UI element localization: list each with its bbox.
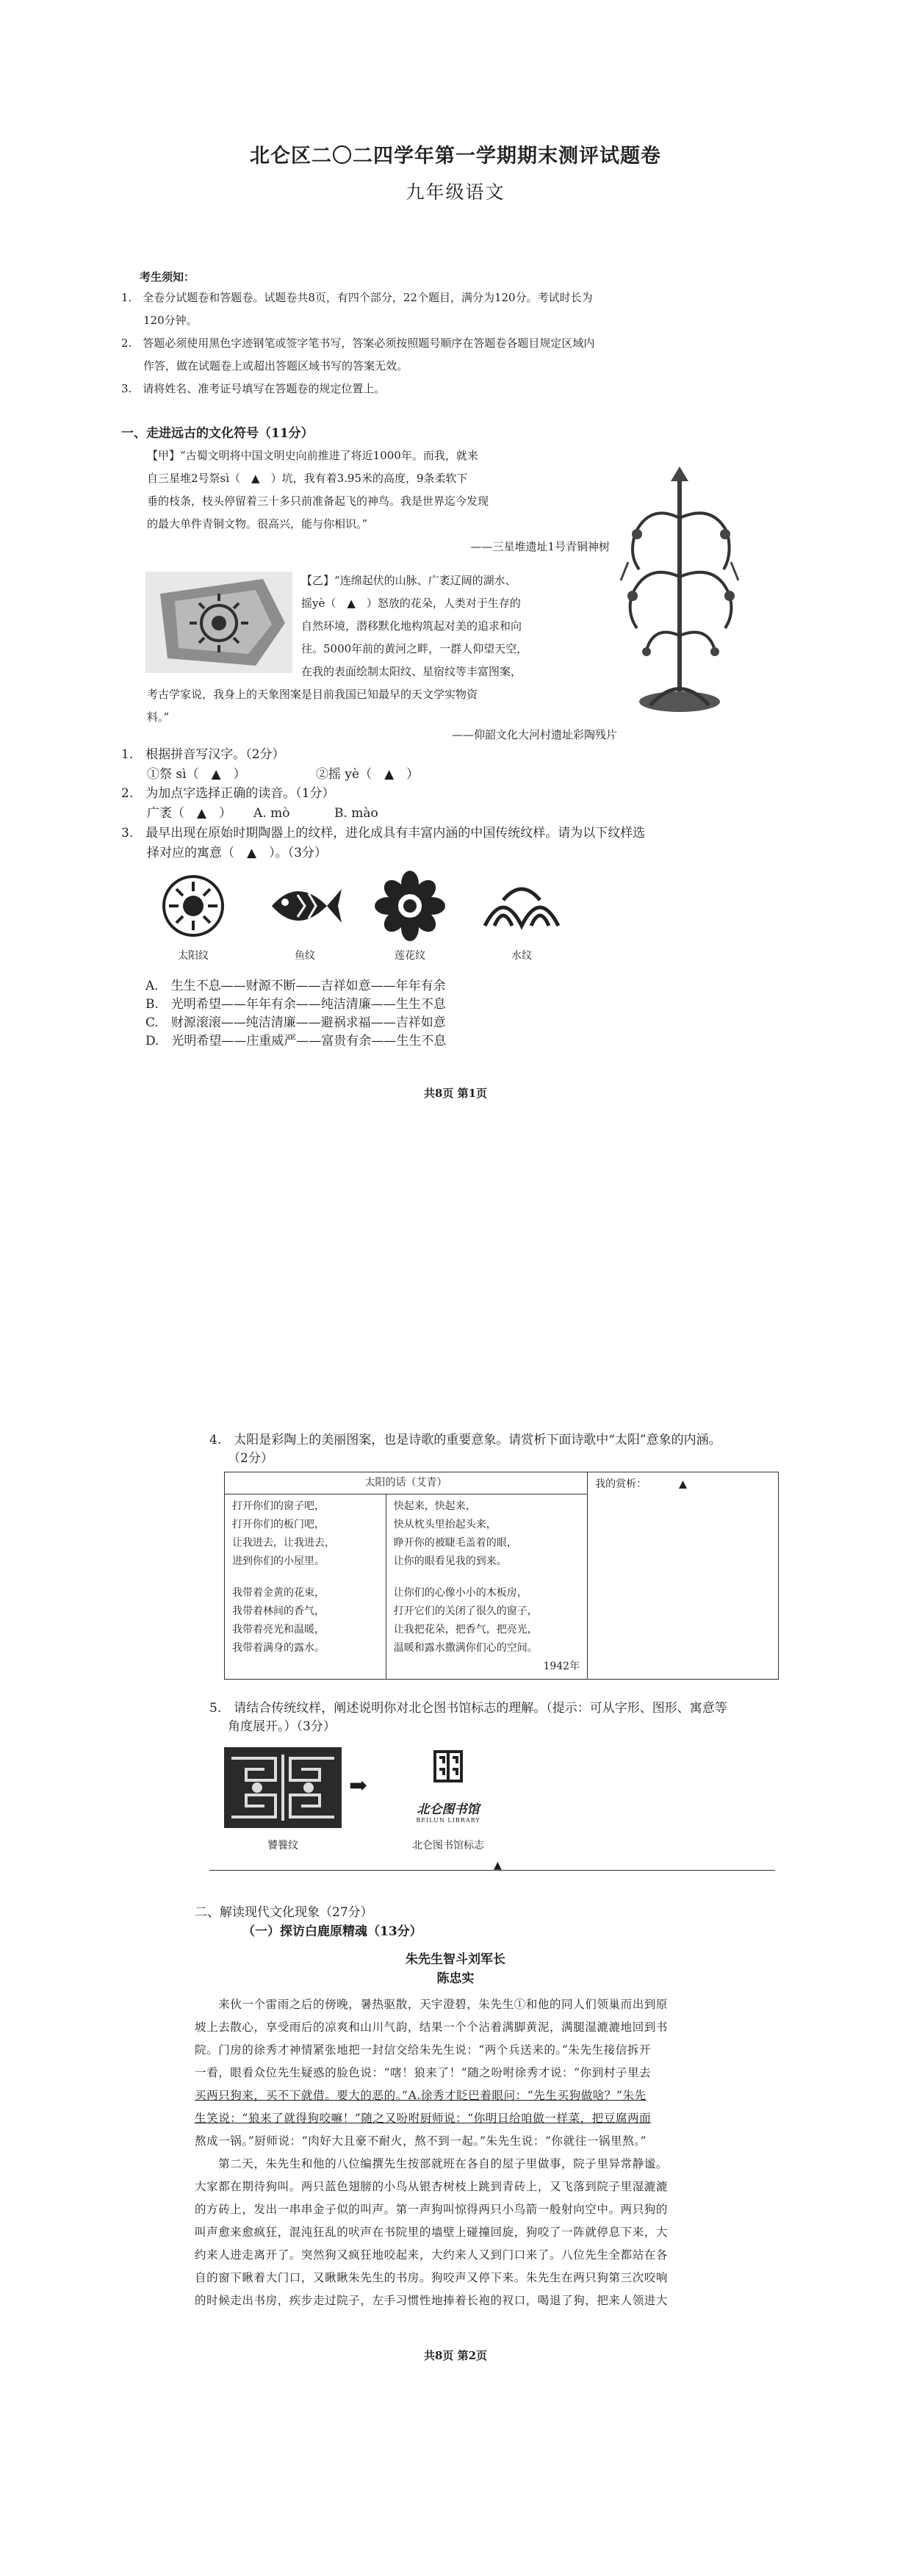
option-c: C. 财源滚滚——纯洁清廉——避祸求福——吉祥如意 [145, 1015, 446, 1030]
notice-list [121, 287, 782, 400]
pattern-label: 太阳纹 [178, 950, 209, 962]
poem-line: 进到你们的小屋里。 [232, 1555, 325, 1567]
notice-item: 1. 全卷分试题卷和答题卷。试题卷共8页，有四个部分，22个题目，满分为120分。考试时长为 [121, 291, 593, 304]
question-5-line1: 5. 请结合传统纹样，阐述说明你对北仑图书馆标志的理解。（提示：可从字形、图形、寓意等 [209, 1701, 727, 1716]
article-line: 大家都在期待狗叫。两只蓝色翅膀的小鸟从银杏树枝上跳到青砖上，又飞落到院子里湿漉漉 [195, 2180, 669, 2193]
article-title: 朱先生智斗刘军长 [406, 1952, 505, 1967]
poem-line: 温暖和露水撒满你们心的空间。 [393, 1642, 538, 1654]
passage-b-line: 自然环境，潜移默化地构筑起对美的追求和向 [301, 619, 522, 633]
poem-line: 快从枕头里抬起头来， [393, 1519, 497, 1530]
poem-line: 快起来，快起来， [393, 1500, 476, 1512]
fish-pattern-image [264, 873, 345, 939]
notice-item: 2. 答题必须使用黑色字迹钢笔或签字笔书写，答案必须按照题号顺序在答题卷各题目规定区域内 [121, 337, 595, 350]
poem-table [224, 1472, 779, 1680]
poem-line: 让我把花朵，把香气，把亮光， [393, 1624, 538, 1636]
page-footer: 共8页 第2页 [423, 2349, 488, 2362]
article-line: 熬成一锅。”厨师说：“肉好大且豪不耐火，熬不到一起。”朱先生说：“你就往一锅里熬。” [195, 2134, 647, 2148]
question-2-option-b: B. mào [334, 806, 378, 821]
article-line: 第二天，朱先生和他的八位编撰先生按部就班在各自的屋子里做事，院子里异常静谧。 [195, 2157, 669, 2170]
option-a: A. 生生不息——财源不断——吉祥如意——年年有余 [145, 979, 446, 993]
question-2-option-a: A. mò [253, 806, 290, 821]
question-1-b: ②摇 yè（ ▲ ） [316, 767, 420, 782]
poem-column-1 [225, 1494, 386, 1680]
appreciation-cell [588, 1472, 779, 1680]
arrow-right-icon: ➡ [349, 1773, 368, 1799]
passage-a [147, 445, 617, 536]
pattern-label: 水纹 [511, 950, 532, 962]
article-line: 生笑说：“狼来了就得狗咬嘛！”随之又吩咐厨师说：“你明日给咱做一样菜，把豆腐两面 [195, 2112, 652, 2125]
question-2-word: 广袤（ ▲ ） [147, 806, 232, 821]
poem-column-2 [386, 1494, 587, 1680]
library-logo-text: 北仑图书馆 [417, 1802, 480, 1817]
taotie-pattern-icon [224, 1747, 342, 1828]
library-logo [397, 1747, 500, 1828]
exam-subtitle: 九年级语文 [406, 181, 505, 203]
poem-line: 我带着满身的露水。 [232, 1642, 325, 1654]
poem-line: 打开你们的窗子吧， [232, 1500, 325, 1512]
article-line: 买两只狗来，买不下就借。要大的恶的。”A.徐秀才眨巴着眼问：“先生买狗做啥？”朱先 [195, 2089, 647, 2102]
poem-line: 让你们的心像小小的木板房， [393, 1587, 527, 1599]
poem-line: 我带着亮光和温暖， [232, 1624, 325, 1636]
notice-item: 3. 请将姓名、准考证号填写在答题卷的规定位置上。 [121, 382, 386, 395]
pottery-shard-image [145, 572, 292, 673]
water-pattern-image [481, 882, 562, 933]
article-line: 的方砖上，发出一串串金子似的叫声。第一声狗叫惊得两只小鸟箭一般射向空中。两只狗的 [195, 2203, 669, 2216]
library-caption: 北仑图书馆标志 [412, 1840, 484, 1852]
question-4-line1: 4. 太阳是彩陶上的美丽图案，也是诗歌的重要意象。请赏析下面诗歌中“太阳”意象的内涵。 [209, 1433, 721, 1447]
passage-b-line: 【乙】“连绵起伏的山脉、广袤辽阔的湖水、 [301, 574, 516, 587]
question-3-options [145, 977, 807, 1051]
article-author: 陈忠实 [436, 1971, 475, 1986]
question-5-line2: 角度展开。）（3分） [228, 1719, 336, 1734]
notice-item: 120分钟。 [121, 314, 198, 327]
page-footer: 共8页 第1页 [423, 1087, 488, 1100]
poem-year: 1942年 [543, 1661, 580, 1672]
answer-marker[interactable]: ▲ [494, 1860, 502, 1871]
passage-b-line: 料。” [147, 710, 170, 724]
notice-heading: 考生须知： [140, 270, 195, 284]
question-3-line2: 择对应的寓意（ ▲ ）。（3分） [147, 846, 327, 860]
sun-pattern-image [160, 873, 226, 939]
poem-line: 我带着金黄的花束， [232, 1587, 325, 1599]
option-d: D. 光明希望——庄重威严——富贵有余——生生不息 [145, 1034, 447, 1048]
appreciation-label: 我的赏析： [595, 1478, 647, 1490]
poem-line: 让我进去，让我进去， [232, 1537, 335, 1549]
passage-b-source: ——仰韶文化大河村遗址彩陶残片 [451, 728, 617, 741]
sun-pattern-icon [160, 873, 226, 939]
lotus-pattern-image [375, 871, 445, 941]
poem-stanza-gap [394, 1571, 580, 1584]
passage-a-line: 的最大单件青铜文物。很高兴，能与你相识。” [147, 517, 368, 530]
passage-b-line: 在我的表面绘制太阳纹、星宿纹等丰富图案， [301, 665, 522, 678]
taotie-pattern-image [224, 1747, 342, 1828]
passage-a-line: 【甲】“古蜀文明将中国文明史向前推进了将近1000年。而我，就来 [147, 449, 478, 462]
taotie-caption: 饕餮纹 [267, 1840, 298, 1852]
library-logo-en: BEILUN LIBRARY [416, 1817, 480, 1824]
fish-pattern-icon [264, 873, 345, 939]
exam-title: 北仑区二〇二四学年第一学期期末测评试题卷 [250, 145, 661, 168]
passage-b-top [301, 569, 610, 683]
exam-page-2 [0, 1288, 911, 2576]
passage-a-line: 自三星堆2号祭sì（ ▲ ）坑，我有着3.95米的高度，9条柔软下 [147, 472, 468, 485]
article-line: 一看，眼看众位先生疑惑的脸色说：“嗐！狼来了！”随之吩咐徐秀才说：“你到村子里去 [195, 2066, 652, 2079]
passage-a-line: 垂的枝条，枝头停留着三十多只前准备起飞的神鸟。我是世界迄今发现 [147, 494, 489, 508]
article-line: 约来人进走离开了。突然狗又疯狂地咬起来，大约来人又到门口来了。八位先生全都站在各 [195, 2248, 669, 2262]
lotus-pattern-icon [375, 871, 445, 941]
answer-line [209, 1870, 775, 1871]
pattern-label: 莲花纹 [395, 950, 425, 962]
section2-subheading: （一）探访白鹿原精魂（13分） [242, 1924, 422, 1939]
bronze-tree-image [606, 452, 753, 716]
poem-line: 让你的眼看见我的到来。 [393, 1555, 507, 1567]
pattern-label: 鱼纹 [295, 950, 315, 962]
passage-b-line: 往。5000年前的黄河之畔，一群人仰望天空， [301, 642, 528, 655]
appreciation-blank[interactable]: ▲ [679, 1478, 687, 1490]
poem-line: 打开你们的板门吧， [232, 1519, 325, 1530]
poem-stanza-gap [232, 1571, 378, 1584]
water-pattern-icon [481, 882, 562, 933]
pottery-shard-icon [145, 572, 292, 673]
passage-a-source: ——三星堆遗址1号青铜神树 [470, 540, 610, 553]
question-1-a: ①祭 sì（ ▲ ） [147, 767, 246, 782]
bronze-tree-icon [606, 452, 753, 716]
notice-item: 作答，做在试题卷上或超出答题区域书写的答案无效。 [121, 359, 408, 373]
article-body [195, 1993, 782, 2312]
question-2: 2. 为加点字选择正确的读音。（1分） [121, 786, 335, 801]
question-1: 1. 根据拼音写汉字。（2分） [121, 747, 285, 762]
article-line: 叫声愈来愈疯狂，混沌狂乱的吠声在书院里的墙壁上碰撞回旋，狗咬了一阵就停息下来，大 [195, 2226, 669, 2239]
article-line: 的时候走出书房，疾步走过院子，左手习惯性地捧着长袍的衩口，喝退了狗，把来人领进大 [195, 2294, 669, 2307]
library-logo-icon [397, 1747, 500, 1799]
question-4-line2: （2分） [228, 1451, 273, 1466]
article-line: 坡上去散心，享受雨后的凉爽和山川气韵，结果一个个沾着满脚黄泥，满腿湿漉漉地回到书 [195, 2021, 669, 2034]
article-line: 来伙一个雷雨之后的傍晚，暑热驱散，天宇澄碧，朱先生①和他的同人们领巢而出到原 [195, 1998, 669, 2011]
article-line: 自的窗下瞅着大门口，又瞅瞅朱先生的书房。狗咬声又停下来。朱先生在两只狗第三次咬响 [195, 2271, 669, 2284]
passage-b-line: 摇yè（ ▲ ）怒放的花朵，人类对于生存的 [301, 597, 521, 610]
passage-b-bottom [147, 683, 617, 729]
question-3-line1: 3. 最早出现在原始时期陶器上的纹样，进化成具有丰富内涵的中国传统纹样。请为以下纹样选 [121, 826, 646, 841]
poem-line: 我带着林间的香气， [232, 1605, 325, 1617]
passage-b-line: 考古学家说，我身上的天象图案是目前我国已知最早的天文学实物资 [147, 688, 478, 701]
section1-heading: 一、走进远古的文化符号（11分） [121, 426, 314, 441]
article-line: 院。门房的徐秀才神情紧张地把一封信交给朱先生说：“两个兵送来的。”朱先生接信拆开 [195, 2043, 652, 2057]
poem-line: 打开它们的关闭了很久的窗子， [393, 1605, 538, 1617]
section2-heading: 二、解读现代文化现象（27分） [195, 1905, 373, 1920]
poem-title: 太阳的话（艾青） [225, 1472, 588, 1494]
poem-line: 睁开你的被睫毛盖着的眼， [393, 1537, 517, 1549]
option-b: B. 光明希望——年年有余——纯洁清廉——生生不息 [145, 997, 446, 1012]
